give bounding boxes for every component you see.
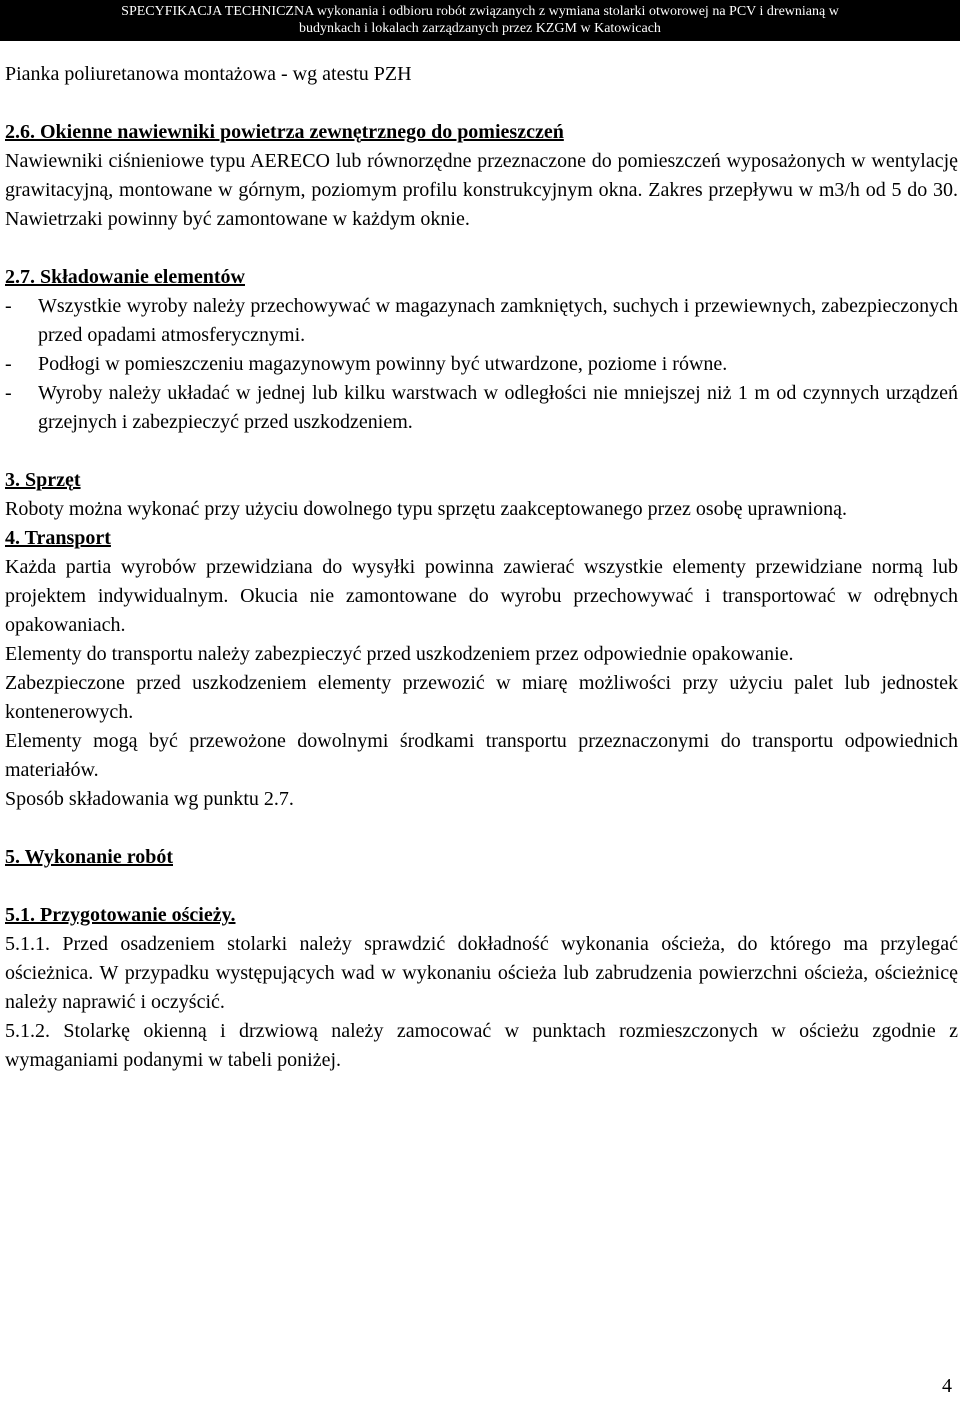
list-item-text: Podłogi w pomieszczeniu magazynowym powinny być utwardzone, poziome i równe. (38, 353, 728, 375)
page-number: 4 (942, 1375, 952, 1397)
section-4-paragraph: Zabezpieczone przed uszkodzeniem elementy przewozić w miarę możliwości przy użyciu palet lub jednostek kontenerowych. (5, 672, 958, 723)
section-3-heading: 3. Sprzęt (5, 469, 81, 491)
section-2-6-body: Nawiewniki ciśnieniowe typu AERECO lub równorzędne przeznaczone do pomieszczeń wyposażonych w wentylację grawitacyjną, montowane w górnym, poziomym profilu konstrukcyjnym okna. Zakres przepływu w m3/h od 5 do 30. Nawietrzaki powinny być zamontowane w każdym oknie. (5, 150, 958, 230)
section-4-heading: 4. Transport (5, 527, 111, 549)
section-3-body: Roboty można wykonać przy użyciu dowolnego typu sprzętu zaakceptowanego przez osobę uprawnioną. (5, 498, 847, 520)
intro-line: Pianka poliuretanowa montażowa - wg atestu PZH (5, 63, 412, 85)
section-5-heading: 5. Wykonanie robót (5, 846, 173, 868)
list-item: - Podłogi w pomieszczeniu magazynowym powinny być utwardzone, poziome i równe. (5, 350, 958, 379)
document-body (5, 60, 958, 1075)
header-line-2: budynkach i lokalach zarządzanych przez KZGM w Katowicach (299, 21, 661, 36)
section-4-paragraph: Elementy mogą być przewożone dowolnymi środkami transportu przeznaczonymi do transportu odpowiednich materiałów. (5, 730, 958, 781)
section-5-1-heading: 5.1. Przygotowanie ościeży. (5, 904, 236, 926)
section-5-1-paragraph: 5.1.2. Stolarkę okienną i drzwiową należy zamocować w punktach rozmieszczonych w ościeżu zgodnie z wymaganiami podanymi w tabeli poniżej. (5, 1020, 958, 1071)
section-4-paragraph: Elementy do transportu należy zabezpieczyć przed uszkodzeniem przez odpowiednie opakowanie. (5, 643, 794, 665)
header-line-1: SPECYFIKACJA TECHNICZNA wykonania i odbioru robót związanych z wymiana stolarki otworowej na PCV i drewnianą w (121, 4, 839, 19)
section-4-paragraph: Sposób składowania wg punktu 2.7. (5, 788, 294, 810)
section-5-1-paragraph: 5.1.1. Przed osadzeniem stolarki należy sprawdzić dokładność wykonania ościeża, do którego ma przylegać ościeżnica. W przypadku występujących wad w wykonaniu ościeża lub zabrudzenia powierzchni ościeża, ościeżnicę należy naprawić i oczyścić. (5, 933, 958, 1013)
list-item: - Wyroby należy układać w jednej lub kilku warstwach w odległości nie mniejszej niż 1 m od czynnych urządzeń grzejnych i zabezpieczyć przed uszkodzeniem. (5, 379, 958, 437)
section-2-6-heading: 2.6. Okienne nawiewniki powietrza zewnętrznego do pomieszczeń (5, 121, 564, 143)
list-item: - Wszystkie wyroby należy przechowywać w magazynach zamkniętych, suchych i przewiewnych, zabezpieczonych przed opadami atmosferycznymi. (5, 292, 958, 350)
list-item-text: Wyroby należy układać w jednej lub kilku warstwach w odległości nie mniejszej niż 1 m od czynnych urządzeń grzejnych i zabezpieczyć przed uszkodzeniem. (38, 382, 958, 433)
section-4-paragraph: Każda partia wyrobów przewidziana do wysyłki powinna zawierać wszystkie elementy przewidziane normą lub projektem indywidualnym. Okucia nie zamontowane do wyrobu przechowywać i transportować w odrębnych opakowaniach. (5, 556, 958, 636)
list-item-text: Wszystkie wyroby należy przechowywać w magazynach zamkniętych, suchych i przewiewnych, zabezpieczonych przed opadami atmosferycznymi. (38, 295, 958, 346)
document-header (0, 0, 960, 41)
section-2-7-heading: 2.7. Składowanie elementów (5, 266, 245, 288)
